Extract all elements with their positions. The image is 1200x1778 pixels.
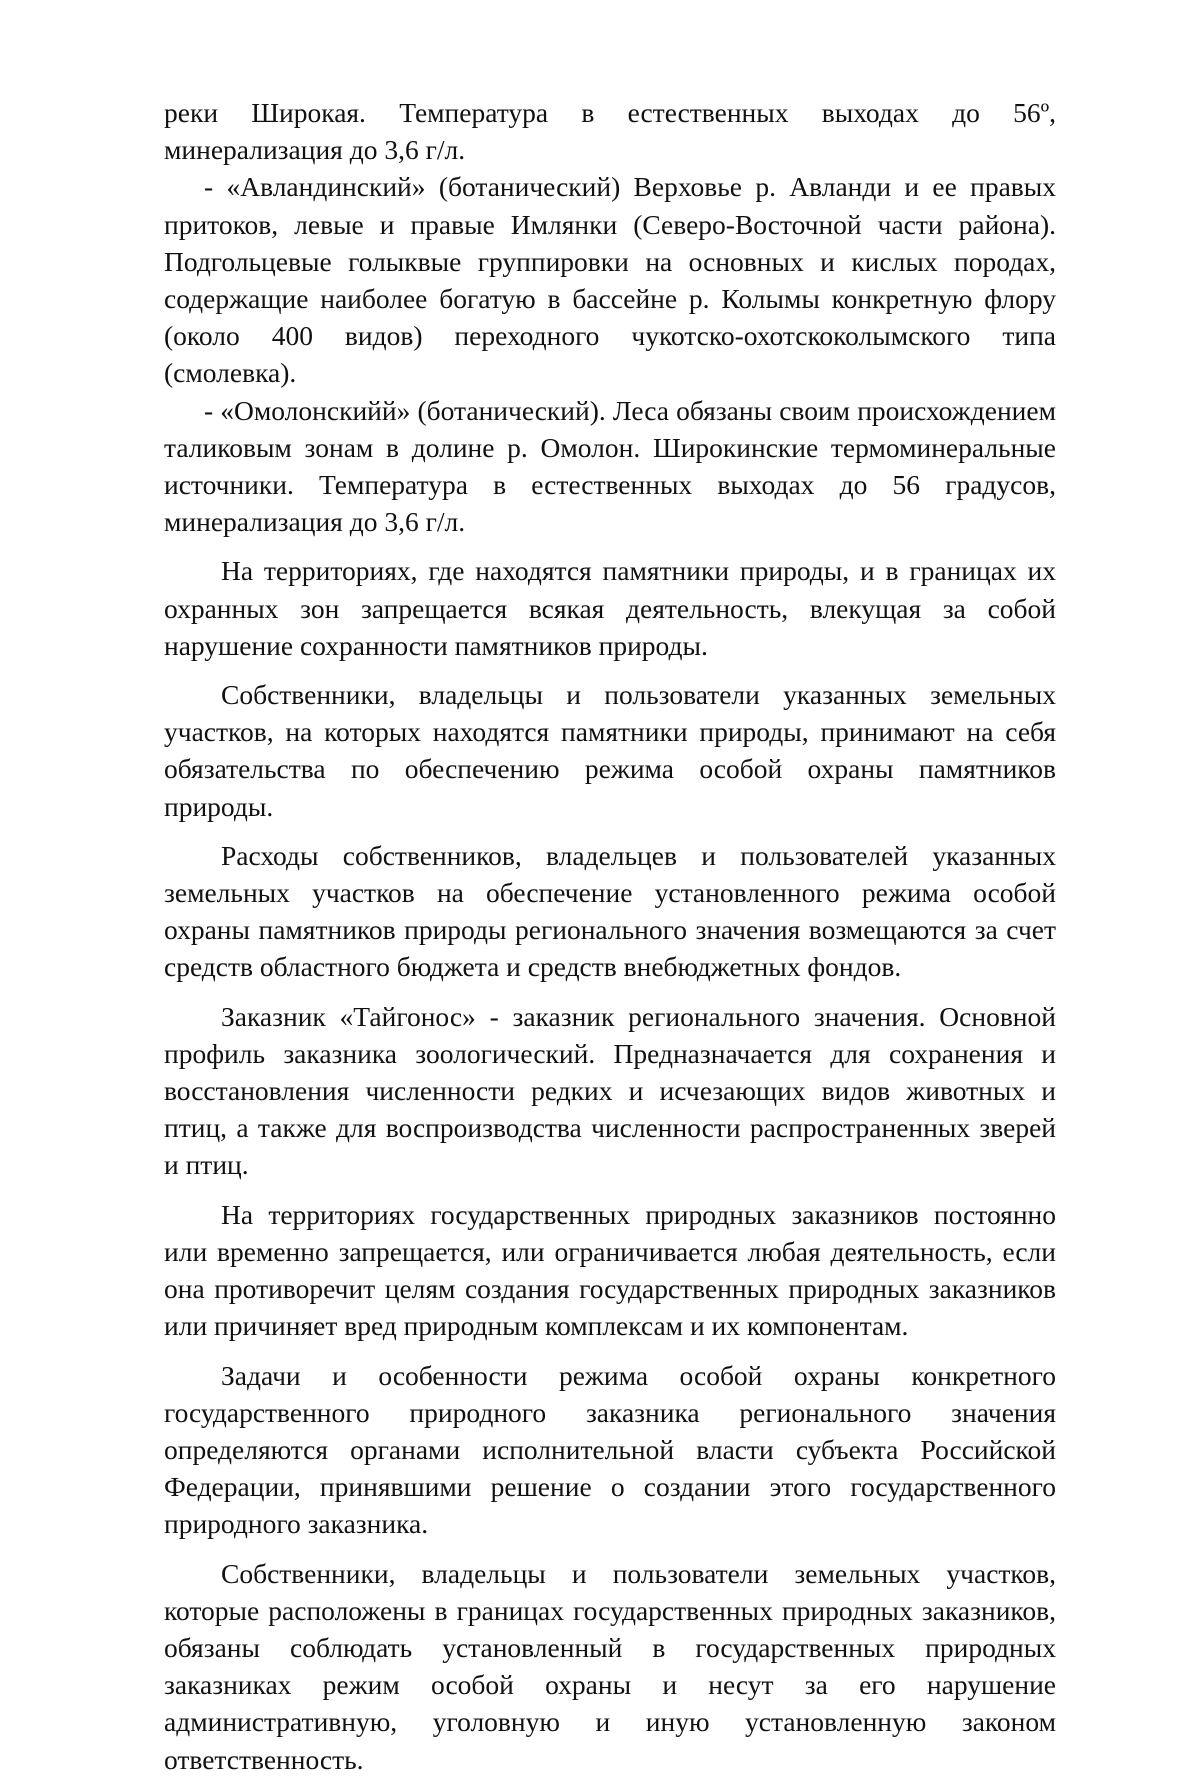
paragraph-prohibition: На территориях, где находятся памятники природы, и в границах их охранных зон запрещается всякая деятельность, влекущая за собой нарушение сохранности памятников природы. bbox=[164, 555, 1056, 661]
paragraph-taigonos: Заказник «Тайгонос» - заказник регионального значения. Основной профиль заказника зоологический. Предназначается для сохранения и восстановления численности редких и исчезающих видов животных и птиц, а также для воспроизводства численности распространенных зверей и птиц. bbox=[164, 1000, 1056, 1181]
paragraph-tasks: Задачи и особенности режима особой охраны конкретного государственного природного заказника регионального значения определяются органами исполнительной власти субъекта Российской Федерации, принявшими решение о создании этого государственного природного заказника. bbox=[164, 1359, 1056, 1540]
paragraph-responsibility: Собственники, владельцы и пользователи земельных участков, которые расположены в границах государственных природных заказников, обязаны соблюдать установленный в государственных природных заказниках режим особой охраны и несут за его нарушение административную, уголовную и иную установленную законом ответственность. bbox=[164, 1557, 1056, 1775]
paragraph-continuation: реки Широкая. Температура в естественных выходах до 56º, минерализация до 3,6 г/л. bbox=[164, 97, 1056, 166]
paragraph-owners-obligations: Собственники, владельцы и пользователи указанных земельных участков, на которых находятся памятники природы, принимают на себя обязательства по обеспечению режима особой охраны памятников природы. bbox=[164, 679, 1056, 822]
paragraph-reserve-restrictions: На территориях государственных природных заказников постоянно или временно запрещается, или ограничивается любая деятельность, если она противоречит целям создания государственных природных заказников или причиняет вред природным комплексам и их компонентам. bbox=[164, 1198, 1056, 1342]
paragraph-avlandinsky: - «Авландинский» (ботанический) Верховье р. Авланди и ее правых притоков, левые и правые Имлянки (Северо-Восточной части района). Подгольцевые голыквые группировки на основных и кислых породах, содержащие наиболее богатую в бассейне р. Колымы конкретную флору (около 400 видов) переходного чукотско-охотскоколымского типа (смолевка). bbox=[164, 171, 1056, 389]
paragraph-expenses: Расходы собственников, владельцев и пользователей указанных земельных участков на обеспечение установленного режима особой охраны памятников природы регионального значения возмещаются за счет средств областного бюджета и средств внебюджетных фондов. bbox=[164, 839, 1056, 983]
document-body bbox=[164, 94, 1056, 1778]
paragraph-omolonsky: - «Омолонскийй» (ботанический). Леса обязаны своим происхождением таликовым зонам в долине р. Омолон. Широкинские термоминеральные источники. Температура в естественных выходах до 56 градусов, минерализация до 3,6 г/л. bbox=[164, 394, 1056, 538]
